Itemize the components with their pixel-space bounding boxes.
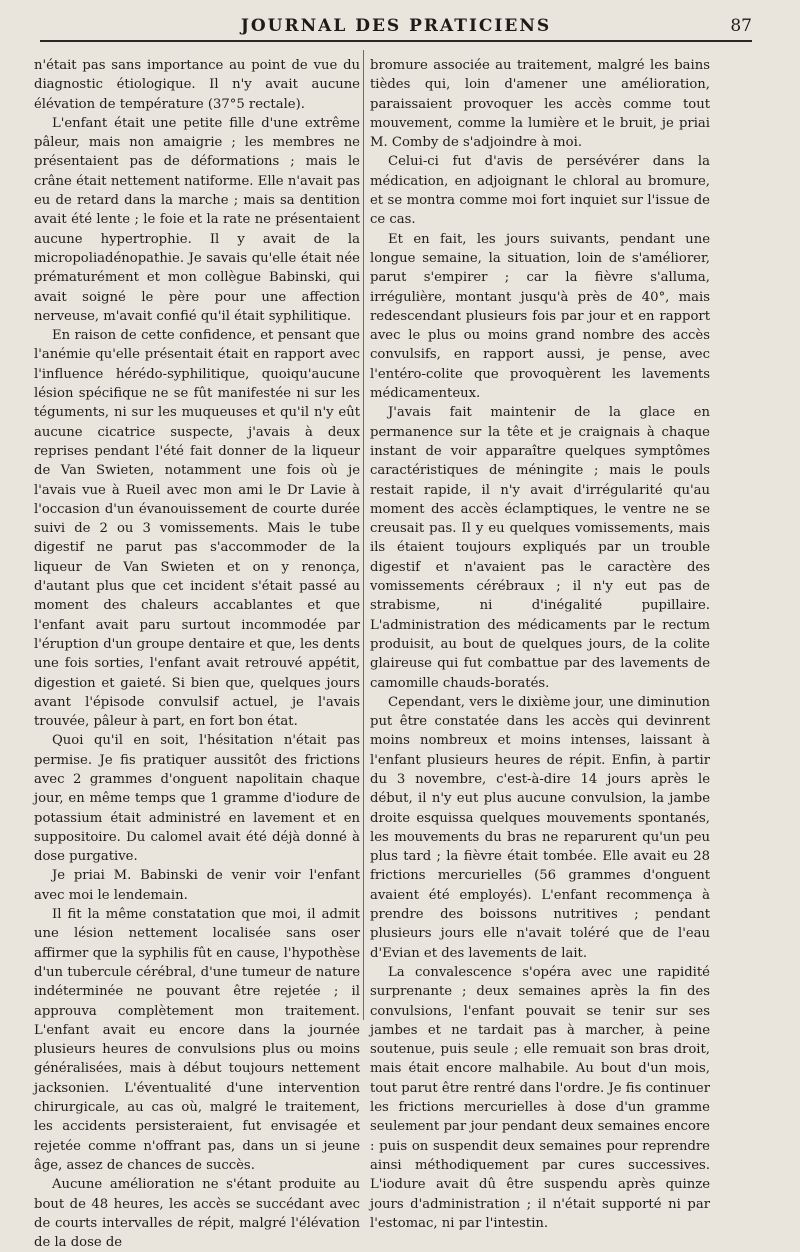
- paragraph: Quoi qu'il en soit, l'hésitation n'était pas permise. Je fis pratiquer aussitôt des frictions avec 2 grammes d'onguent napolitain chaque jour, en même temps que 1 gramme d'iodure de potassium était administré en lavement et en suppositoire. Du calomel avait été déjà donné à dose purgative.: [34, 733, 360, 865]
- paragraph: n'était pas sans importance au point de vue du diagnostic étiologique. Il n'y avait aucune élévation de température (37°5 rectale).: [34, 58, 360, 112]
- paragraph: Celui-ci fut d'avis de persévérer dans la médication, en adjoignant le chloral au bromure, et se montra comme moi fort inquiet sur l'issue de ce cas.: [370, 154, 710, 228]
- paragraph: Aucune amélioration ne s'étant produite au bout de 48 heures, les accès se succédant avec de courts intervalles de répit, malgré l'élévation de la dose de: [34, 1177, 360, 1251]
- paragraph: La convalescence s'opéra avec une rapidité surprenante ; deux semaines après la fin des convulsions, l'enfant pouvait se tenir sur ses jambes et ne tardait pas à marcher, à peine soutenue, puis seule ; elle remuait son bras droit, mais était encore malhabile. Au bout d'un mois, tout parut être rentré dans l'ordre. Je fis continuer les frictions mercurielles à dose d'un gramme seulement par jour pendant deux semaines encore : puis on suspendit deux semaines pour reprendre ainsi méthodiquement par cures successives. L'iodure avait dû être suspendu après quinze jours d'administration ; il n'était supporté ni par l'estomac, ni par l'intestin.: [370, 964, 710, 1231]
- paragraph: L'enfant était une petite fille d'une extrême pâleur, mais non amaigrie ; les membres ne présentaient pas de déformations ; mais le crâne était nettement natiforme. Elle n'avait pas eu de retard dans la marche ; mais sa dentition avait été lente ; le foie et la rate ne présentaient aucune hypertrophie. Il y avait de la micropoliadénopathie. Je savais qu'elle était née prématurément et mon collègue Babinski, qui avait soigné le père pour une affection nerveuse, m'avait confié qu'il était syphilitique.: [34, 115, 360, 324]
- paragraph: En raison de cette confidence, et pensant que l'anémie qu'elle présentait était en rapport avec l'influence hérédo-syphilitique, quoiqu'aucune lésion spécifique ne se fût manifestée ni sur les téguments, ni sur les muqueuses et qu'il n'y eût aucune cicatrice suspecte, j'avais à deux reprises pendant l'été fait donner de la liqueur de Van Swieten, notamment une fois où je l'avais vue à Rueil avec mon ami le Dr Lavie à l'occasion d'un évanouissement de courte durée suivi de 2 ou 3 vomissements. Mais le tube digestif ne parut pas s'accommoder de la liqueur de Van Swieten et on y renonça, d'autant plus que cet incident s'était passé au moment des chaleurs accablantes et que l'enfant avait paru surtout incommodée par l'éruption d'un groupe dentaire et que, les dents une fois sorties, l'enfant avait retrouvé appétit, digestion et gaieté. Si bien que, quelques jours avant l'épisode convulsif actuel, je l'avais trouvée, pâleur à part, en fort bon état.: [34, 328, 360, 730]
- left-column: [34, 56, 360, 1252]
- paragraph: Et en fait, les jours suivants, pendant une longue semaine, la situation, loin de s'améliorer, parut s'empirer ; car la fièvre s'alluma, irrégulière, montant jusqu'à près de 40°, mais redescendant plusieurs fois par jour et en rapport avec le plus ou moins grand nombre des accès convulsifs, en rapport aussi, je pense, avec l'entéro-colite que provoquèrent les lavements médicamenteux.: [370, 231, 710, 402]
- paragraph: J'avais fait maintenir de la glace en permanence sur la tête et je craignais à chaque instant de voir apparaître quelques symptômes caractéristiques de méningite ; mais le pouls restait rapide, il n'y avait d'irrégularité qu'au moment des accès éclamptiques, le ventre ne se creusait pas. Il y eu quelques vomissements, mais ils étaient toujours expliqués par un trouble digestif et n'avaient pas le caractère des vomissements cérébraux ; il n'y eut pas de strabisme, ni d'inégalité pupillaire. L'administration des médicaments par le rectum produisit, au bout de quelques jours, de la colite glaireuse qui fut combattue par des lavements de camomille chauds-boratés.: [370, 405, 710, 691]
- paragraph: bromure associée au traitement, malgré les bains tièdes qui, loin d'amener une amélioration, paraissaient provoquer les accès comme tout mouvement, comme la lumière et le bruit, je priai M. Comby de s'adjoindre à moi.: [370, 58, 710, 151]
- paragraph: Il fit la même constatation que moi, il admit une lésion nettement localisée sans oser affirmer que la syphilis fût en cause, l'hypothèse d'un tubercule cérébral, d'une tumeur de nature indéterminée ne pouvant être rejetée ; il approuva complètement mon traitement. L'enfant avait eu encore dans la journée plusieurs heures de convulsions plus ou moins généralisées, mais à début toujours nettement jacksonien. L'éventualité d'une intervention chirurgicale, au cas où, malgré le traitement, les accidents persisteraient, fut envisagée et rejetée comme n'offrant pas, dans un si jeune âge, assez de chances de succès.: [34, 907, 360, 1173]
- page-header: [40, 10, 752, 42]
- page-number: 87: [730, 16, 752, 36]
- paragraph: Cependant, vers le dixième jour, une diminution put être constatée dans les accès qui devinrent moins nombreux et moins intenses, laissant à l'enfant plusieurs heures de répit. Enfin, à partir du 3 novembre, c'est-à-dire 14 jours après le début, il n'y eut plus aucune convulsion, la jambe droite esquissa quelques mouvements spontanés, les mouvements du bras ne reparurent qu'un peu plus tard ; la fièvre était tombée. Elle avait eu 28 frictions mercurielles (56 grammes d'onguent avaient été employés). L'enfant recommença à prendre des boissons nutritives ; pendant plusieurs jours elle n'avait toléré que de l'eau d'Evian et des lavements de lait.: [370, 694, 710, 961]
- right-column: [370, 56, 710, 1233]
- column-divider: [363, 50, 364, 1020]
- paragraph: Je priai M. Babinski de venir voir l'enfant avec moi le lendemain.: [34, 868, 360, 903]
- running-title: JOURNAL DES PRATICIENS: [240, 16, 552, 36]
